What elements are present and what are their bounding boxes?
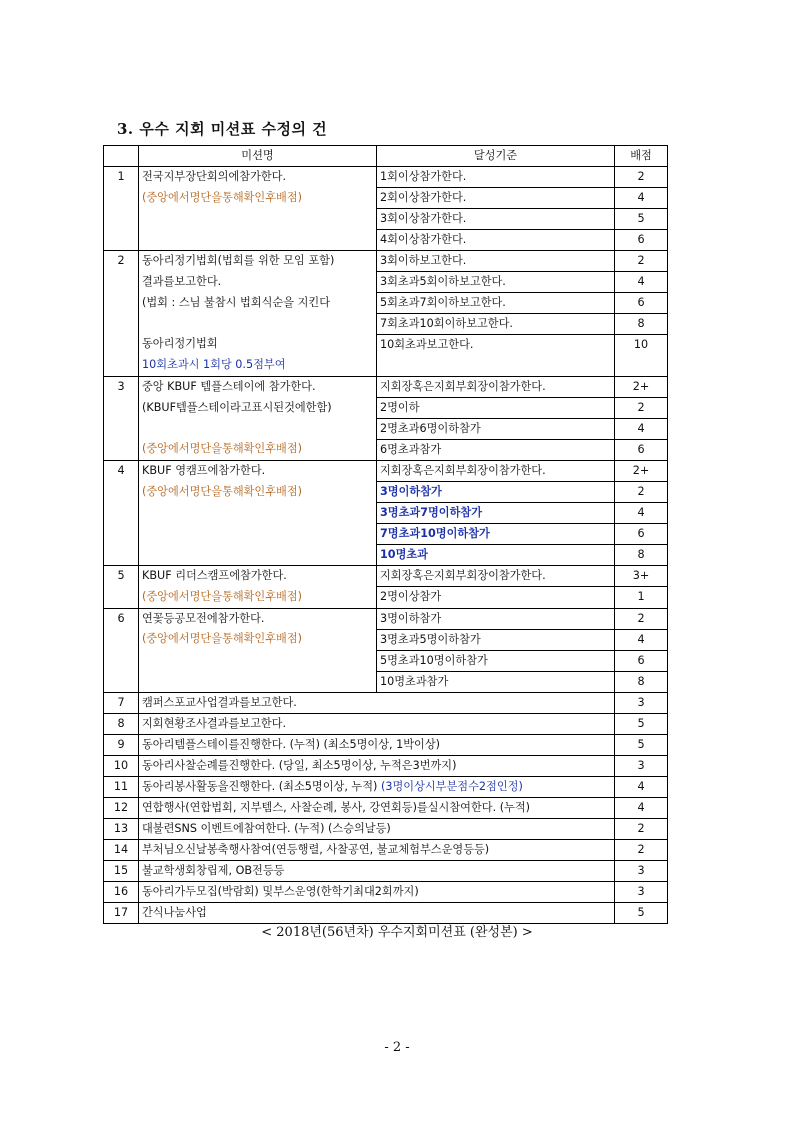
criteria-cell: 3회이상참가한다.: [377, 209, 615, 230]
mission-name: [139, 608, 377, 692]
table-row: [104, 460, 668, 481]
mission-name-line: KBUF 영캠프에참가한다.: [142, 463, 266, 477]
mission-name-line: (KBUF템플스테이라고표시된것에한함): [142, 400, 332, 414]
criteria-cell: 5명초과10명이하참가: [377, 650, 615, 671]
header-num: [104, 146, 139, 167]
points-cell: 6: [615, 650, 668, 671]
points-cell: 3: [615, 755, 668, 776]
criteria-cell: 7회초과10회이하보고한다.: [377, 314, 615, 335]
mission-text-segment: 동아리템플스테이를진행한다. (누적) (최소5명이상, 1박이상): [142, 737, 441, 751]
mission-text-segment: 캠퍼스포교사업결과를보고한다.: [142, 695, 297, 709]
points-cell: 6: [615, 439, 668, 460]
mission-name: [139, 755, 615, 776]
points-cell: 3+: [615, 565, 668, 586]
mission-name-line: [142, 418, 373, 439]
table-row: [104, 860, 668, 881]
mission-number: 4: [104, 460, 139, 565]
criteria-cell: 3명이하참가: [377, 608, 615, 629]
mission-name-line: (중앙에서명단을통해확인후배점): [142, 632, 303, 646]
mission-name: [139, 839, 615, 860]
mission-text-segment: 동아리봉사활동을진행한다. (최소5명이상, 누적): [142, 779, 381, 793]
points-cell: 5: [615, 209, 668, 230]
section-heading: 3. 우수 지회 미션표 수정의 건: [117, 120, 328, 138]
table-row: [104, 776, 668, 797]
points-cell: 10: [615, 335, 668, 377]
mission-name-line: (중앙에서명단을통해확인후배점): [142, 484, 303, 498]
mission-name: [139, 167, 377, 251]
points-cell: 2: [615, 251, 668, 272]
table-row: [104, 251, 668, 272]
mission-name: [139, 776, 615, 797]
mission-name: [139, 860, 615, 881]
points-cell: 2: [615, 818, 668, 839]
criteria-cell: 3명초과5명이하참가: [377, 629, 615, 650]
criteria-cell: 10회초과보고한다.: [377, 335, 615, 377]
mission-text-segment: 지회현황조사결과를보고한다.: [142, 716, 287, 730]
criteria-cell: 2명이상참가: [377, 587, 615, 608]
table-row: [104, 713, 668, 734]
mission-text-segment: 부처님오신날봉축행사참여(연등행렬, 사찰공연, 불교체험부스운영등등): [142, 842, 490, 856]
criteria-cell: 2회이상참가한다.: [377, 188, 615, 209]
table-row: [104, 797, 668, 818]
mission-number: 12: [104, 797, 139, 818]
mission-name: [139, 460, 377, 565]
table-row: [104, 902, 668, 923]
mission-number: 7: [104, 692, 139, 713]
points-cell: 4: [615, 188, 668, 209]
table-row: [104, 608, 668, 629]
points-cell: 1: [615, 587, 668, 608]
mission-number: 8: [104, 713, 139, 734]
criteria-cell: 10명초과: [377, 544, 615, 565]
mission-name: [139, 565, 377, 608]
table-row: [104, 692, 668, 713]
mission-text-segment: 동아리가두모집(박람회) 및부스운영(한학기최대2회까지): [142, 884, 419, 898]
mission-name: [139, 881, 615, 902]
criteria-cell: 지회장혹은지회부회장이참가한다.: [377, 376, 615, 397]
mission-name-line: 연꽃등공모전에참가한다.: [142, 611, 265, 625]
mission-text-segment: 대불련SNS 이벤트에참여한다. (누적) (스승의날등): [142, 821, 391, 835]
criteria-cell: 1회이상참가한다.: [377, 167, 615, 188]
criteria-cell: 지회장혹은지회부회장이참가한다.: [377, 565, 615, 586]
mission-number: 1: [104, 167, 139, 251]
criteria-cell: 7명초과10명이하참가: [377, 523, 615, 544]
mission-name: [139, 734, 615, 755]
criteria-cell: 4회이상참가한다.: [377, 230, 615, 251]
mission-name: [139, 376, 377, 460]
criteria-cell: 10명초과참가: [377, 671, 615, 692]
points-cell: 4: [615, 797, 668, 818]
mission-name: [139, 692, 615, 713]
table-body: [104, 167, 668, 924]
table-row: [104, 376, 668, 397]
table-row: [104, 734, 668, 755]
criteria-cell: 3회초과5회이하보고한다.: [377, 272, 615, 293]
points-cell: 8: [615, 314, 668, 335]
mission-name-line: KBUF 리더스캠프에참가한다.: [142, 568, 287, 582]
mission-name-line: (법회 : 스님 불참시 법회식순을 지킨다: [142, 295, 331, 309]
mission-number: 15: [104, 860, 139, 881]
mission-text-segment: 연합행사(연합법회, 지부템스, 사찰순례, 봉사, 강연회등)를실시참여한다. (누적): [142, 800, 531, 814]
header-criteria: 달성기준: [377, 146, 615, 167]
mission-number: 2: [104, 251, 139, 377]
points-cell: 2: [615, 397, 668, 418]
mission-name-line: 전국지부장단회의에참가한다.: [142, 170, 287, 183]
points-cell: 2: [615, 481, 668, 502]
points-cell: 8: [615, 671, 668, 692]
points-cell: 2: [615, 167, 668, 188]
mission-name-line: (중앙에서명단을통해확인후배점): [142, 589, 303, 603]
mission-number: 13: [104, 818, 139, 839]
mission-name-line: 10회초과시 1회당 0.5점부여: [142, 357, 286, 371]
criteria-cell: 2명초과6명이하참가: [377, 418, 615, 439]
criteria-cell: 2명이하: [377, 397, 615, 418]
criteria-cell: 지회장혹은지회부회장이참가한다.: [377, 460, 615, 481]
mission-number: 6: [104, 608, 139, 692]
points-cell: 3: [615, 881, 668, 902]
criteria-cell: 5회초과7회이하보고한다.: [377, 293, 615, 314]
points-cell: 2: [615, 839, 668, 860]
mission-name: [139, 251, 377, 377]
mission-name-line: 동아리정기법회(법회를 위한 모임 포함): [142, 254, 335, 267]
table-header-row: [104, 146, 668, 167]
mission-number: 11: [104, 776, 139, 797]
mission-text-segment: 간식나눔사업: [142, 905, 207, 919]
points-cell: 3: [615, 692, 668, 713]
criteria-cell: 3명이하참가: [377, 481, 615, 502]
mission-name: [139, 902, 615, 923]
points-cell: 4: [615, 418, 668, 439]
points-cell: 5: [615, 734, 668, 755]
mission-text-segment: 동아리사찰순례를진행한다. (당일, 최소5명이상, 누적은3번까지): [142, 758, 457, 772]
mission-number: 3: [104, 376, 139, 460]
criteria-cell: 3회이하보고한다.: [377, 251, 615, 272]
table-row: [104, 565, 668, 586]
page-number: - 2 -: [384, 1040, 410, 1055]
points-cell: 4: [615, 776, 668, 797]
points-cell: 4: [615, 502, 668, 523]
table-row: [104, 167, 668, 188]
points-cell: 2+: [615, 376, 668, 397]
points-cell: 4: [615, 272, 668, 293]
mission-name-line: 동아리정기법회: [142, 337, 218, 351]
mission-name: [139, 818, 615, 839]
points-cell: 5: [615, 713, 668, 734]
mission-number: 16: [104, 881, 139, 902]
mission-number: 9: [104, 734, 139, 755]
mission-name-line: 결과를보고한다.: [142, 274, 222, 288]
criteria-cell: 6명초과참가: [377, 439, 615, 460]
mission-name-line: (중앙에서명단을통해확인후배점): [142, 190, 303, 204]
mission-text-segment: 불교학생회창립제, OB전등등: [142, 863, 285, 877]
table-row: [104, 839, 668, 860]
points-cell: 8: [615, 544, 668, 565]
table-row: [104, 755, 668, 776]
mission-name-line: (중앙에서명단을통해확인후배점): [142, 442, 303, 456]
mission-number: 17: [104, 902, 139, 923]
header-points: 배점: [615, 146, 668, 167]
points-cell: 6: [615, 230, 668, 251]
header-mission: 미션명: [139, 146, 377, 167]
mission-number: 5: [104, 565, 139, 608]
points-cell: 4: [615, 629, 668, 650]
table-row: [104, 881, 668, 902]
points-cell: 3: [615, 860, 668, 881]
points-cell: 2+: [615, 460, 668, 481]
mission-text-segment: (3명이상시부분점수2점인정): [380, 779, 523, 793]
mission-name: [139, 797, 615, 818]
points-cell: 2: [615, 608, 668, 629]
points-cell: 5: [615, 902, 668, 923]
criteria-cell: 3명초과7명이하참가: [377, 502, 615, 523]
points-cell: 6: [615, 293, 668, 314]
table-caption: < 2018년(56년차) 우수지회미션표 (완성본) >: [261, 925, 533, 940]
points-cell: 6: [615, 523, 668, 544]
table-row: [104, 818, 668, 839]
mission-name-line: [142, 313, 373, 334]
mission-table: [103, 145, 668, 924]
mission-name-line: 중앙 KBUF 템플스테이에 참가한다.: [142, 379, 316, 393]
mission-number: 10: [104, 755, 139, 776]
mission-number: 14: [104, 839, 139, 860]
mission-name: [139, 713, 615, 734]
